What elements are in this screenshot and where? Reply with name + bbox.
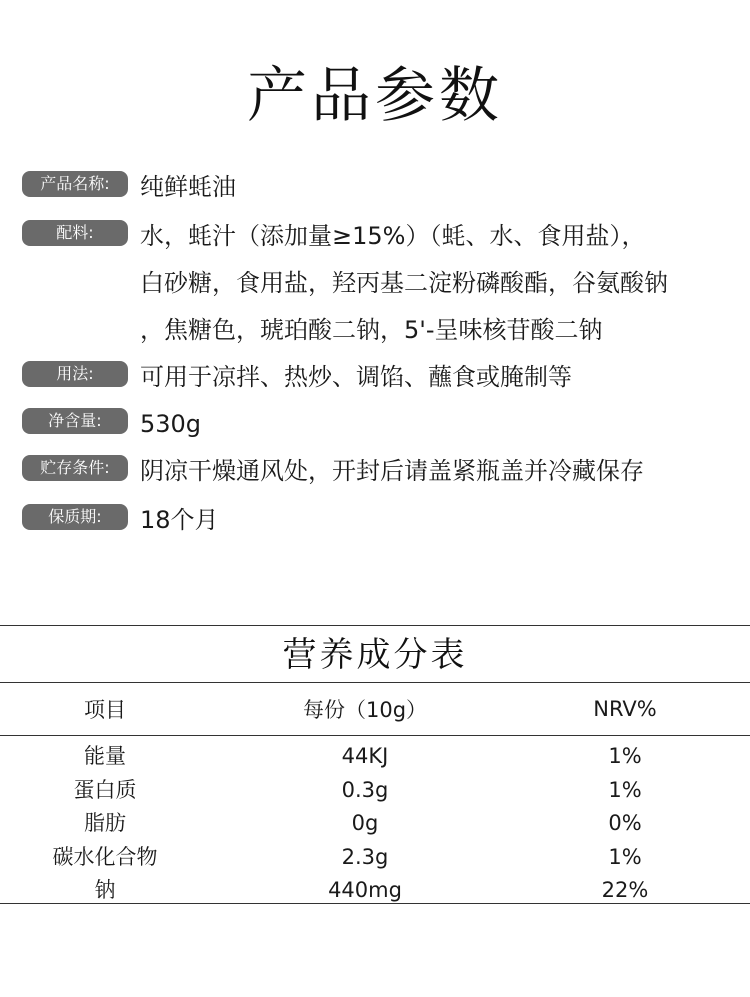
param-value: [140, 213, 668, 354]
nutrition-table: [0, 625, 750, 904]
cell-nrv: 1%: [608, 777, 642, 802]
table-row: [0, 740, 750, 774]
page-title: 产品参数: [247, 61, 503, 131]
param-row-usage: [22, 354, 737, 401]
param-label: 配料:: [22, 220, 128, 246]
cell-item: 能量: [84, 744, 126, 768]
header-item: 项目: [84, 698, 126, 722]
cell-nrv: 1%: [608, 844, 642, 869]
nutrition-header-row: [0, 683, 750, 736]
header-per-serving: 每份（10g）: [302, 698, 428, 722]
param-row-storage: [22, 448, 737, 495]
product-params: [22, 164, 737, 544]
param-value-line: 18个月: [140, 506, 219, 534]
header-nrv: NRV%: [593, 697, 657, 721]
cell-item: 碳水化合物: [52, 844, 158, 869]
param-label: 贮存条件:: [22, 455, 128, 481]
cell-item: 脂肪: [84, 811, 126, 835]
cell-nrv: 22%: [601, 878, 649, 902]
param-value-line: ，焦糖色，琥珀酸二钠，5'-呈味核苷酸二钠: [140, 316, 603, 344]
param-value-line: 水，蚝汁（添加量≥15%）（蚝、水、食用盐），: [140, 222, 646, 250]
param-value: [140, 401, 201, 448]
table-row: [0, 841, 750, 875]
nutrition-title: 营养成分表: [0, 626, 750, 683]
param-value-line: 530g: [140, 410, 202, 438]
cell-per-serving: 44KJ: [341, 744, 389, 768]
table-row: [0, 774, 750, 808]
cell-per-serving: 0.3g: [341, 777, 389, 802]
param-row-net-content: [22, 401, 737, 448]
nutrition-body: [0, 736, 750, 908]
param-label: 用法:: [22, 361, 128, 387]
param-value: [140, 164, 236, 211]
param-label: 产品名称:: [22, 171, 128, 197]
cell-per-serving: 440mg: [328, 878, 402, 902]
param-label: 净含量:: [22, 408, 128, 434]
param-value-line: 白砂糖，食用盐，羟丙基二淀粉磷酸酯，谷氨酸钠: [140, 269, 668, 297]
table-row: [0, 807, 750, 841]
cell-item: 蛋白质: [73, 777, 137, 802]
param-value-line: 阴凉干燥通风处，开封后请盖紧瓶盖并冷藏保存: [140, 457, 644, 485]
param-value: [140, 354, 572, 401]
table-row: [0, 874, 750, 908]
param-label: 保质期:: [22, 504, 128, 530]
cell-nrv: 0%: [608, 811, 642, 835]
cell-per-serving: 0g: [351, 811, 379, 835]
param-value: [140, 448, 644, 495]
param-value-line: 纯鲜蚝油: [140, 173, 236, 201]
param-value-line: 可用于凉拌、热炒、调馅、蘸食或腌制等: [140, 363, 572, 391]
param-value: [140, 497, 219, 544]
param-row-name: [22, 164, 737, 211]
param-row-shelf-life: [22, 497, 737, 544]
cell-nrv: 1%: [608, 744, 642, 768]
cell-item: 钠: [94, 878, 116, 902]
param-row-ingredients: [22, 213, 737, 354]
cell-per-serving: 2.3g: [341, 844, 389, 869]
